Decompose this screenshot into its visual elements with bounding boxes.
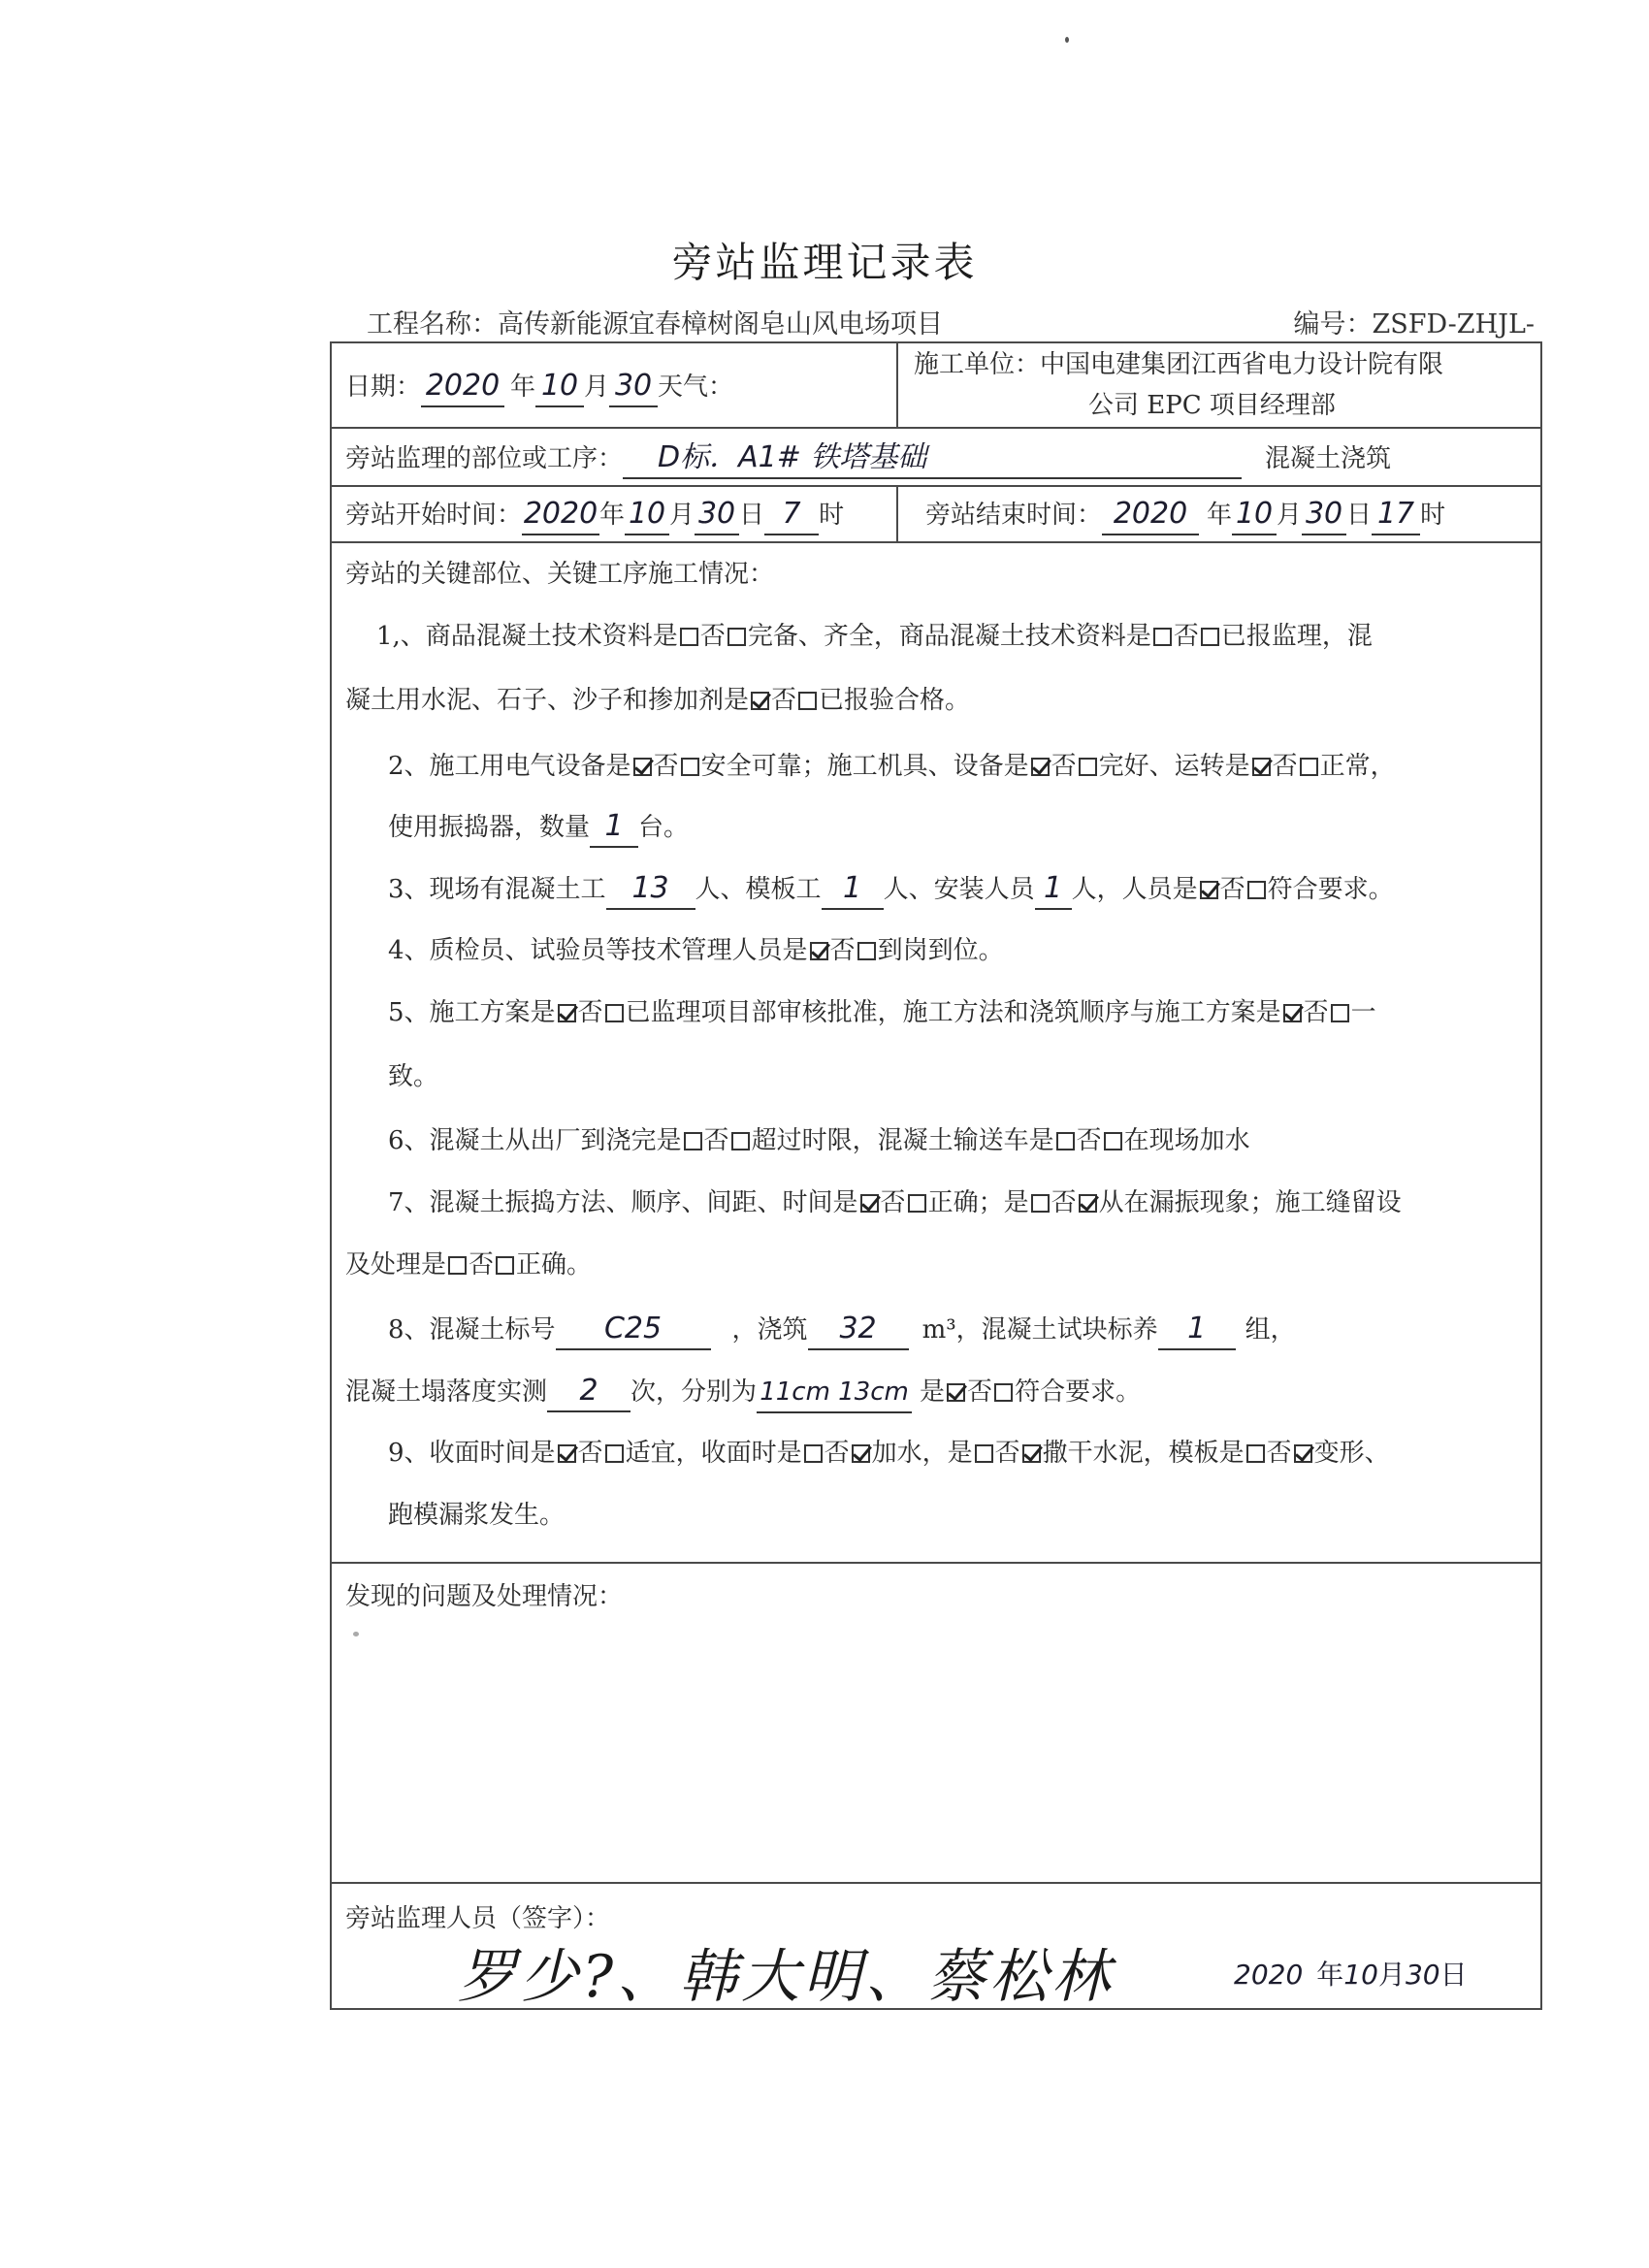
checkbox[interactable] bbox=[975, 1444, 993, 1463]
start-hour: 7 bbox=[764, 495, 819, 535]
item-3: 3、现场有混凝土工 13 人、模板工 1 人、安装人员 1 人，人员是 否 符合要求。 bbox=[388, 869, 1540, 910]
form-code: 编号：ZSFD-ZHJL- bbox=[1293, 309, 1535, 340]
signature-area bbox=[458, 1930, 1114, 2014]
item-1-line-2: 凝土用水泥、石子、沙子和掺加剂是 否 已报验合格。 bbox=[345, 686, 971, 715]
checkbox[interactable] bbox=[1331, 1004, 1349, 1022]
item-1-line-1: 1,、商品混凝土技术资料是 否 完备、齐全，商品混凝土技术资料是 否 已报监理，混 bbox=[376, 622, 1373, 651]
item-7-line-2: 及处理是 否 正确。 bbox=[345, 1250, 593, 1280]
end-month: 10 bbox=[1232, 495, 1277, 535]
checkbox-checked[interactable] bbox=[947, 1383, 965, 1402]
checkbox[interactable] bbox=[1104, 1132, 1122, 1150]
checkbox[interactable] bbox=[1201, 628, 1219, 646]
checkbox-checked[interactable] bbox=[1283, 1004, 1302, 1022]
checkbox[interactable] bbox=[448, 1256, 467, 1275]
project-name: 工程名称：高传新能源宜春樟树阁皂山风电场项目 bbox=[367, 309, 943, 340]
end-year: 2020 bbox=[1102, 495, 1199, 535]
key-heading: 旁站的关键部位、关键工序施工情况： bbox=[345, 560, 775, 589]
start-month: 10 bbox=[625, 495, 669, 535]
item-6: 6、混凝土从出厂到浇完是 否 超过时限，混凝土输送车是 否 在现场加水 bbox=[388, 1126, 1250, 1155]
row-time bbox=[332, 487, 1540, 543]
pour-volume: 32 bbox=[808, 1310, 909, 1350]
part-suffix: 混凝土浇筑 bbox=[1265, 444, 1392, 473]
item-8-line-2: 混凝土塌落度实测 2 次，分别为 11cm 13cm 是 否 符合要求。 bbox=[345, 1372, 1540, 1413]
test-block-groups: 1 bbox=[1158, 1310, 1236, 1350]
checkbox[interactable] bbox=[728, 628, 746, 646]
unit-name-2: 公司 EPC 项目经理部 bbox=[1088, 391, 1336, 420]
start-day: 30 bbox=[695, 495, 739, 535]
checkbox[interactable] bbox=[1246, 1444, 1265, 1463]
checkbox-checked[interactable] bbox=[1294, 1444, 1312, 1463]
item-8-line-1: 8、混凝土标号 C25 ，浇筑 32 m³，混凝土试块标养 1 组， bbox=[388, 1310, 1540, 1350]
end-day: 30 bbox=[1302, 495, 1346, 535]
checkbox[interactable] bbox=[605, 1004, 624, 1022]
start-cell: 旁站开始时间：2020年 10 月 30 日 7 时 bbox=[332, 487, 898, 541]
checkbox-checked[interactable] bbox=[1252, 758, 1271, 776]
checkbox[interactable] bbox=[1153, 628, 1172, 646]
row-part bbox=[332, 429, 1540, 487]
signatures: 罗少?、韩大明、蔡松林 bbox=[458, 1943, 1115, 2011]
project-line bbox=[367, 303, 1535, 340]
row-signatures bbox=[332, 1884, 1540, 2012]
formwork-workers: 1 bbox=[822, 869, 884, 910]
end-cell: 旁站结束时间： 2020 年 10 月 30 日 17 时 bbox=[898, 487, 1540, 541]
date-month: 10 bbox=[535, 367, 584, 407]
checkbox[interactable] bbox=[605, 1444, 624, 1463]
start-year: 2020 bbox=[522, 495, 599, 535]
checkbox-checked[interactable] bbox=[751, 692, 769, 710]
form-title: 旁站监理记录表 bbox=[671, 239, 978, 286]
slump-values: 11cm 13cm bbox=[757, 1373, 912, 1413]
checkbox[interactable] bbox=[1079, 758, 1097, 776]
date-year: 2020 bbox=[421, 367, 504, 407]
row-date bbox=[332, 343, 1540, 429]
sign-heading: 旁站监理人员（签字）： bbox=[345, 1904, 611, 1933]
row-issues bbox=[332, 1564, 1540, 1884]
weather-label: 天气： bbox=[658, 373, 734, 402]
item-2-line-1: 2、施工用电气设备是 否 安全可靠；施工机具、设备是 否 完好、运转是 否 正常， bbox=[388, 752, 1396, 781]
checkbox-checked[interactable] bbox=[1200, 881, 1218, 899]
checkbox-checked[interactable] bbox=[1022, 1444, 1041, 1463]
part-value: D标．A1# 铁塔基础 bbox=[623, 438, 1242, 479]
checkbox[interactable] bbox=[1031, 1194, 1050, 1213]
item-7-line-1: 7、混凝土振捣方法、顺序、间距、时间是 否 正确；是 否 从在漏振现象；施工缝留设 bbox=[388, 1188, 1402, 1217]
checkbox[interactable] bbox=[1300, 758, 1318, 776]
item-2-line-2: 使用振捣器，数量 1 台。 bbox=[388, 807, 1540, 848]
checkbox-checked[interactable] bbox=[810, 942, 828, 960]
record-table bbox=[330, 341, 1542, 2010]
checkbox[interactable] bbox=[731, 1132, 750, 1150]
checkbox-checked[interactable] bbox=[1031, 758, 1050, 776]
checkbox-checked[interactable] bbox=[558, 1004, 576, 1022]
checkbox[interactable] bbox=[496, 1256, 514, 1275]
checkbox[interactable] bbox=[1056, 1132, 1075, 1150]
checkbox[interactable] bbox=[908, 1194, 926, 1213]
item-9-line-2: 跑模漏浆发生。 bbox=[388, 1501, 566, 1530]
checkbox-checked[interactable] bbox=[860, 1194, 879, 1213]
slump-tests: 2 bbox=[547, 1372, 630, 1412]
checkbox[interactable] bbox=[681, 758, 699, 776]
vibrator-count: 1 bbox=[590, 807, 638, 848]
checkbox[interactable] bbox=[1247, 881, 1266, 899]
checkbox[interactable] bbox=[798, 692, 817, 710]
sign-date: 2020 年10月30日 bbox=[1234, 1959, 1468, 1991]
concrete-grade: C25 bbox=[556, 1310, 711, 1350]
checkbox-checked[interactable] bbox=[852, 1444, 870, 1463]
issues-heading: 发现的问题及处理情况： bbox=[345, 1582, 624, 1611]
install-workers: 1 bbox=[1035, 869, 1072, 910]
date-day: 30 bbox=[609, 367, 658, 407]
date-cell: 日期： 2020 年 10 月 30 天气： bbox=[332, 343, 898, 427]
item-4: 4、质检员、试验员等技术管理人员是 否 到岗到位。 bbox=[388, 936, 1004, 965]
unit-cell bbox=[898, 343, 1540, 427]
checkbox[interactable] bbox=[684, 1132, 702, 1150]
checkbox[interactable] bbox=[680, 628, 698, 646]
checkbox-checked[interactable] bbox=[1079, 1194, 1097, 1213]
checkbox-checked[interactable] bbox=[633, 758, 652, 776]
scan-speck bbox=[1065, 37, 1069, 43]
item-9-line-1: 9、收面时间是 否 适宜，收面时是 否 加水，是 否 撒干水泥，模板是 否 变形、 bbox=[388, 1439, 1390, 1468]
checkbox[interactable] bbox=[804, 1444, 823, 1463]
scan-speck bbox=[353, 1632, 359, 1636]
item-5-line-2: 致。 bbox=[388, 1062, 439, 1091]
checkbox[interactable] bbox=[857, 942, 876, 960]
row-key-procedures bbox=[332, 543, 1540, 1564]
checkbox[interactable] bbox=[994, 1383, 1013, 1402]
item-5-line-1: 5、施工方案是 否 已监理项目部审核批准，施工方法和浇筑顺序与施工方案是 否 一 bbox=[388, 998, 1376, 1027]
checkbox-checked[interactable] bbox=[558, 1444, 576, 1463]
unit-name-1: 施工单位：中国电建集团江西省电力设计院有限 bbox=[914, 350, 1444, 379]
end-hour: 17 bbox=[1372, 495, 1420, 535]
part-label: 旁站监理的部位或工序： bbox=[345, 444, 624, 473]
concrete-workers: 13 bbox=[606, 869, 695, 910]
